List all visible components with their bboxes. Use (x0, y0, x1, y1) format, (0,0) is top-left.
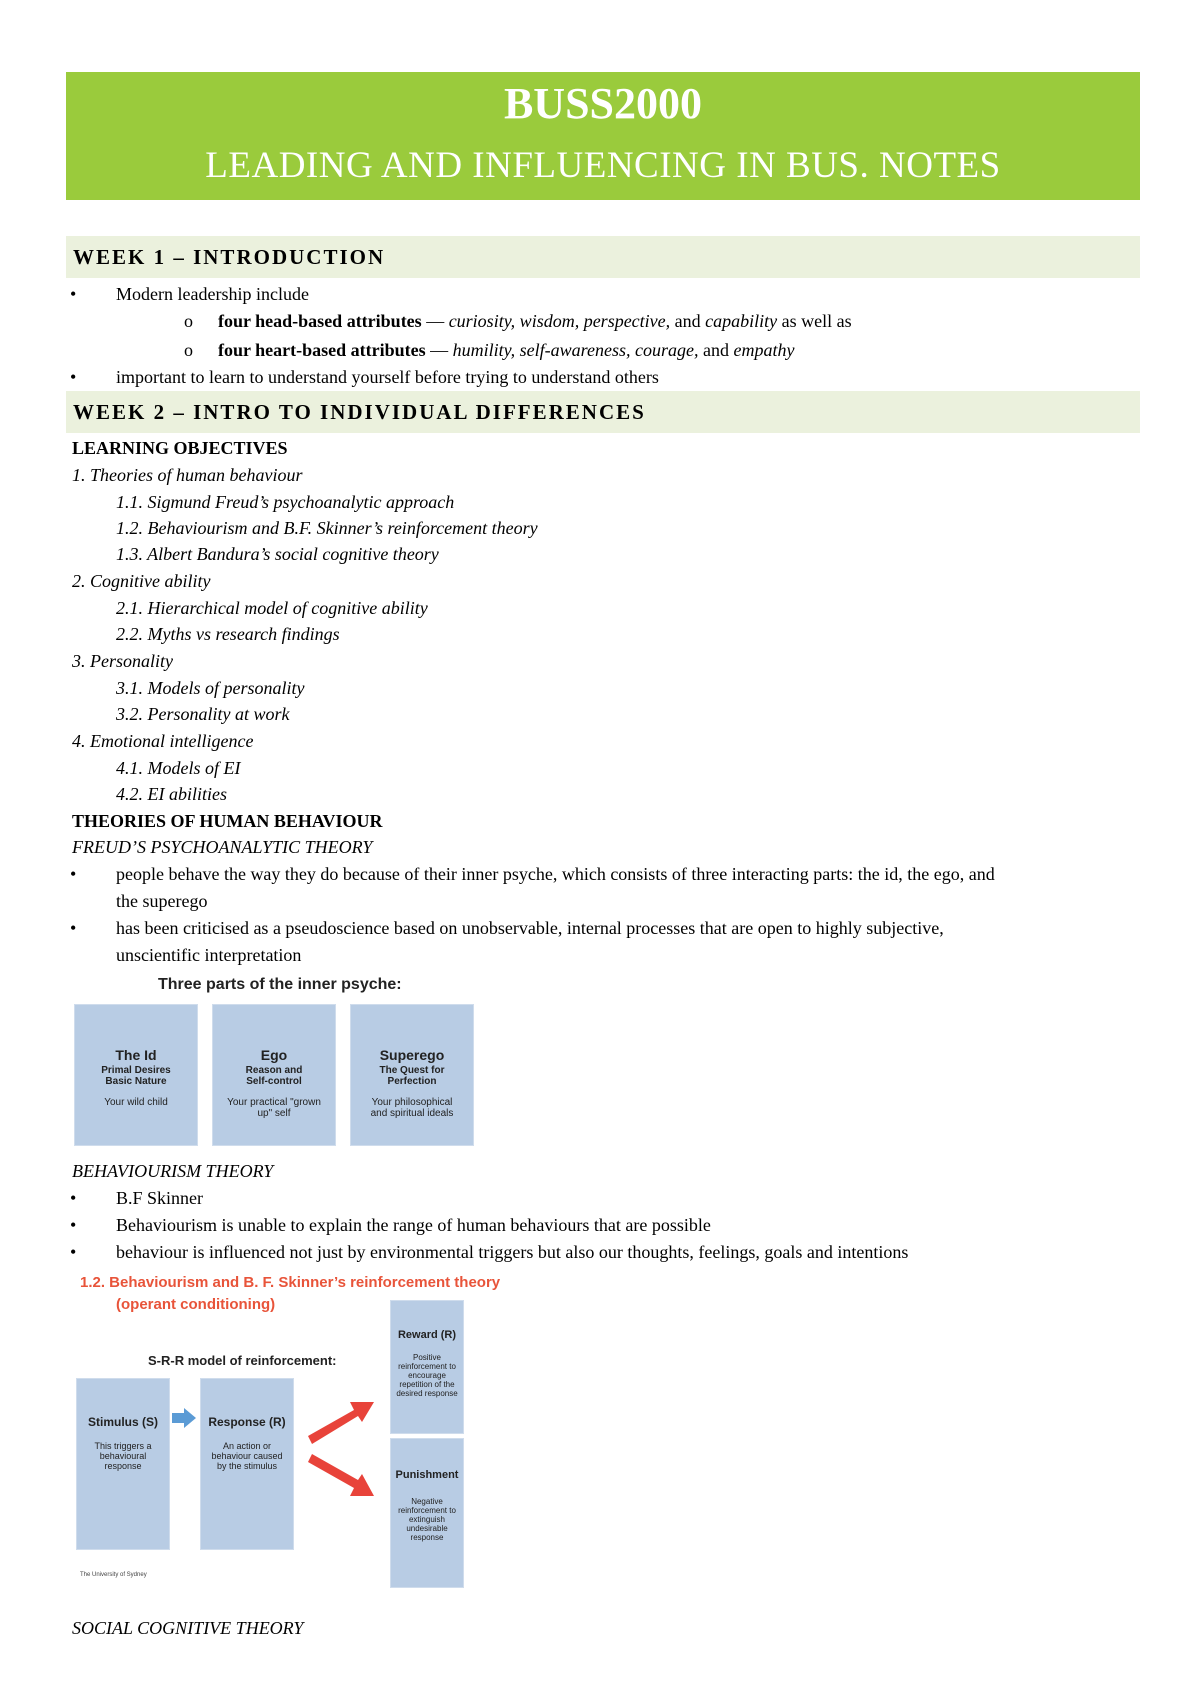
freud-bullet1-line2: the superego (116, 891, 208, 911)
objectives-title: LEARNING OBJECTIVES (72, 438, 288, 458)
behaviourism-bullet2: Behaviourism is unable to explain the range of human behaviours that are possible (116, 1215, 711, 1235)
objective-item: 4.2. EI abilities (116, 784, 227, 804)
response-box: Response (R) An action or behaviour caused by the stimulus (200, 1378, 294, 1550)
objective-item: 3.1. Models of personality (116, 678, 305, 698)
objective-item: 2. Cognitive ability (72, 571, 211, 591)
psyche-figure (74, 970, 474, 1150)
sub-bullet-icon: o (184, 340, 193, 360)
punishment-box: Punishment Negative reinforcement to extinguish undesirable response (390, 1438, 464, 1588)
freud-bullet2-line2: unscientific interpretation (116, 945, 302, 965)
skinner-subtitle: (operant conditioning) (116, 1296, 276, 1313)
objective-item: 1.2. Behaviourism and B.F. Skinner’s reinforcement theory (116, 518, 538, 538)
up-right-arrow-icon (308, 1396, 374, 1446)
sub-bullet-icon: o (184, 311, 193, 331)
objective-item: 4.1. Models of EI (116, 758, 241, 778)
down-right-arrow-icon (308, 1452, 374, 1502)
reward-box: Reward (R) Positive reinforcement to encourage repetition of the desired response (390, 1300, 464, 1434)
skinner-title: 1.2. Behaviourism and B. F. Skinner’s reinforcement theory (80, 1274, 501, 1291)
week2-heading: WEEK 2 – INTRO TO INDIVIDUAL DIFFERENCES (66, 391, 1140, 433)
bullet-icon: • (70, 1188, 77, 1208)
week1-sub1: four head-based attributes — curiosity, wisdom, perspective, and capability as well as (218, 311, 852, 331)
objective-item: 1. Theories of human behaviour (72, 465, 303, 485)
behaviourism-title: BEHAVIOURISM THEORY (72, 1161, 274, 1181)
week1-sub2: four heart-based attributes — humility, self-awareness, courage, and empathy (218, 340, 795, 360)
objective-item: 1.1. Sigmund Freud’s psychoanalytic approach (116, 492, 455, 512)
bullet-icon: • (70, 284, 77, 304)
week1-bullet1: Modern leadership include (116, 284, 309, 304)
bullet-icon: • (70, 367, 77, 387)
psyche-box-superego: Superego The Quest for Perfection Your philosophical and spiritual ideals (350, 1004, 474, 1146)
psyche-box-id: The Id Primal Desires Basic Nature Your wild child (74, 1004, 198, 1146)
freud-title: FREUD’S PSYCHOANALYTIC THEORY (72, 837, 373, 857)
objective-item: 2.2. Myths vs research findings (116, 624, 340, 644)
document-subtitle: LEADING AND INFLUENCING IN BUS. NOTES (205, 145, 1001, 186)
social-cognitive-title: SOCIAL COGNITIVE THEORY (72, 1618, 304, 1638)
source-label: The University of Sydney (80, 1572, 147, 1578)
title-banner (66, 72, 1140, 200)
theories-title: THEORIES OF HUMAN BEHAVIOUR (72, 811, 383, 831)
psyche-caption: Three parts of the inner psyche: (158, 976, 402, 993)
bullet-icon: • (70, 918, 77, 938)
srr-model-label: S-R-R model of reinforcement: (148, 1353, 337, 1368)
bullet-icon: • (70, 1242, 77, 1262)
objective-item: 2.1. Hierarchical model of cognitive ability (116, 598, 428, 618)
week1-bullet2: important to learn to understand yourself before trying to understand others (116, 367, 659, 387)
freud-bullet1-line1: people behave the way they do because of their inner psyche, which consists of three interacting parts: the id, the ego, and (116, 864, 995, 884)
psyche-box-ego: Ego Reason and Self-control Your practical "grown up" self (212, 1004, 336, 1146)
freud-bullet2-line1: has been criticised as a pseudoscience based on unobservable, internal processes that are open to highly subjective, (116, 918, 944, 938)
right-arrow-icon (172, 1408, 196, 1428)
objective-item: 1.3. Albert Bandura’s social cognitive theory (116, 544, 439, 564)
bullet-icon: • (70, 1215, 77, 1235)
behaviourism-bullet3: behaviour is influenced not just by environmental triggers but also our thoughts, feelings, goals and intentions (116, 1242, 909, 1262)
course-code: BUSS2000 (503, 79, 703, 128)
bullet-icon: • (70, 864, 77, 884)
objective-item: 4. Emotional intelligence (72, 731, 254, 751)
week1-heading: WEEK 1 – INTRODUCTION (66, 236, 1140, 278)
objective-item: 3.2. Personality at work (116, 704, 290, 724)
stimulus-box: Stimulus (S) This triggers a behavioural response (76, 1378, 170, 1550)
objective-item: 3. Personality (72, 651, 173, 671)
skinner-figure (74, 1268, 544, 1608)
behaviourism-bullet1: B.F Skinner (116, 1188, 204, 1208)
